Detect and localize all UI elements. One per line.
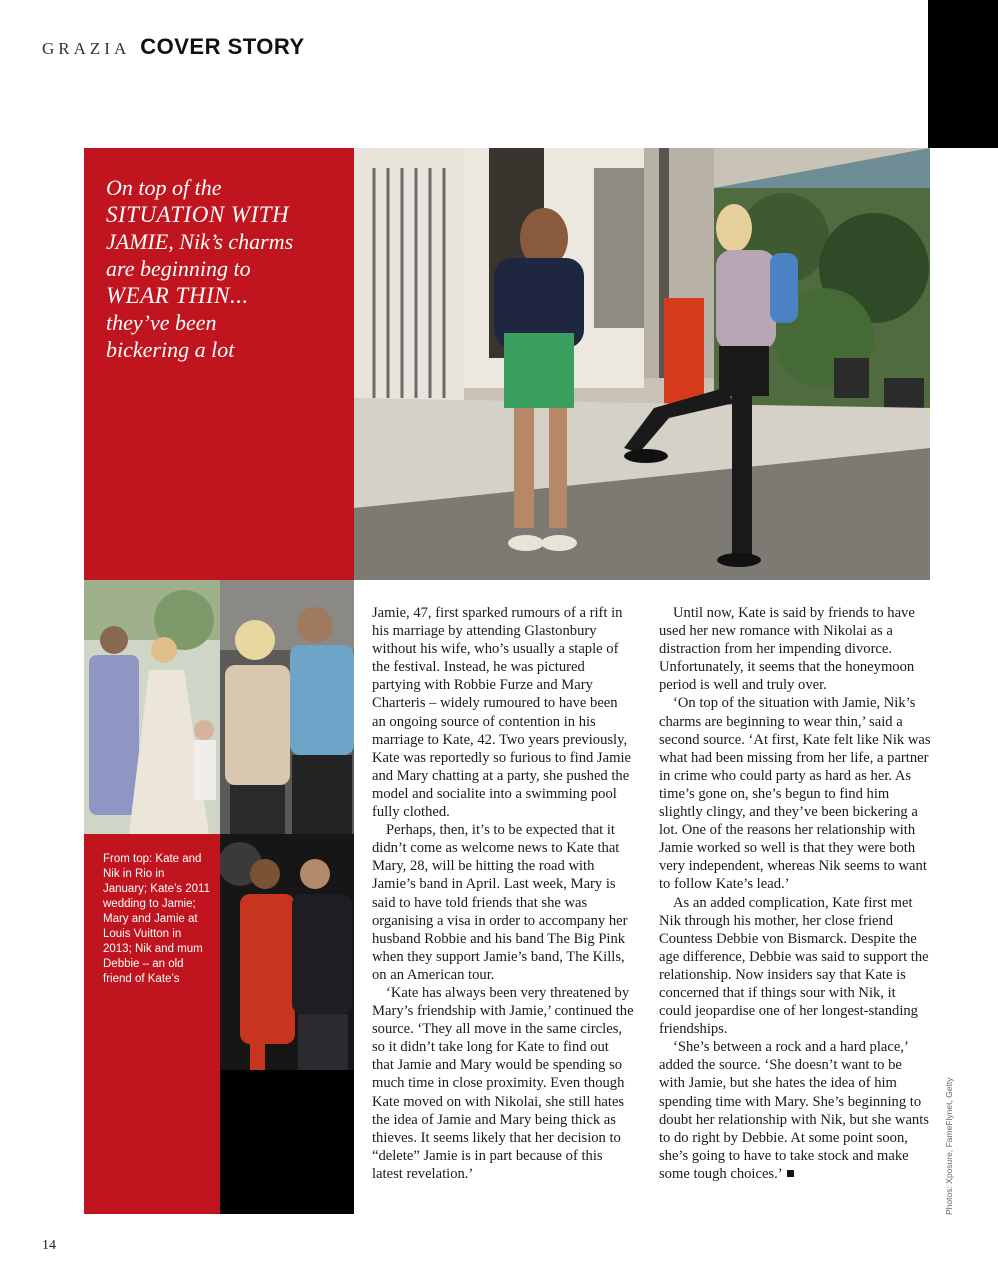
article-paragraph: Perhaps, then, it’s to be expected that it didn’t come as welcome news to Kate that Mary, 28, will be hitting the road with Jamie’s band in April. Last week, Mary is said to have told friends that she was organising a visa in order to accompany her husband Robbie and his band The Big Pink when they support Jamie’s band, The Kills, on an American tour. [372,822,628,983]
photo-wedding [84,580,220,834]
page-number: 14 [42,1238,56,1253]
main-photo-street [354,148,930,580]
end-mark-icon [787,1170,794,1177]
page-header [42,34,305,60]
article-paragraph: ‘She’s between a rock and a hard place,’ added the source. ‘She doesn’t want to be with Jamie, but she hates the idea of him spending time with Mary. She’s beginning to doubt her relationship with Nik, but she wants to do right by Debbie. At some point soon, she’s going to have to take stock and make some tough choices.’ [659,1039,929,1182]
article-paragraph: Until now, Kate is said by friends to have used her new romance with Nikolai as a distraction from her impending divorce. Unfortunately, it seems that the honeymoon period is well and truly over. [659,605,915,694]
article-paragraph: As an added complication, Kate first met Nik through his mother, her close friend Countess Debbie von Bismarck. Despite the age difference, Debbie was said to support the relationship. Now insiders say that Kate is concerned that if things sour with Nik, it could jeopardise one of her longest-standing friendships. [659,894,929,1038]
section-tab-marker [928,0,998,148]
pullquote-line: bickering a lot [106,337,235,362]
pullquote-line: are beginning to [106,256,251,281]
photo-caption: From top: Kate and Nik in Rio in January; Kate’s 2011 wedding to Jamie; Mary and Jamie at Louis Vuitton in 2013; Nik and mum Debbie – an old friend of Kate’s [103,853,210,985]
magazine-brand: GRAZIA [42,39,131,58]
pullquote-line: WEAR THIN... [106,283,249,308]
photo-nik-and-debbie [220,834,354,1070]
photo-credit: Photos: Xposure, FameFlynet, Getty [944,1077,954,1215]
black-filler-block [220,1070,354,1214]
pullquote-line: On top of the [106,175,222,200]
pullquote [106,174,336,363]
photo-louis-vuitton [220,580,354,834]
article-paragraph: Jamie, 47, first sparked rumours of a rift in his marriage by attending Glastonbury without his wife, who’s usually a staple of the festival. Instead, he was pictured partying with Robbie Furze and Mary Charteris – widely rumoured to have been an ongoing source of contention in his marriage to Kate, 42. Two years previously, Kate was reportedly so furious to find Jamie and Mary chatting at a party, she pushed the model and socialite into a swimming pool fully clothed. [372,605,631,821]
pullquote-line: JAMIE, Nik’s charms [106,229,294,254]
pullquote-line: SITUATION WITH [106,202,290,227]
article-column-1 [372,604,634,1183]
section-title: COVER STORY [140,34,305,59]
article-column-2 [659,604,931,1183]
article-paragraph-last [659,1038,931,1183]
pullquote-line: they’ve been [106,310,217,335]
article-paragraph: ‘Kate has always been very threatened by Mary’s friendship with Jamie,’ continued the source. ‘They all move in the same circles, so it didn’t take long for Kate to find out that Jamie and Mary would be spending so much time in close proximity. Even though Kate moved on with Nikolai, she still hates the idea of Jamie and Mary being thick as thieves. It seems likely that her decision to “delete” Jamie is in part because of this latest revelation.’ [372,984,634,1182]
article-paragraph: ‘On top of the situation with Jamie, Nik’s charms are beginning to wear thin,’ said a second source. ‘At first, Kate felt like Nik was what had been missing from her life, a partner in crime who could party as hard as her. As time’s gone on, she’s begun to find him slightly clingy, and they’ve been bickering a lot. One of the reasons her relationship with Jamie worked so well is that they were both very independent, whereas Nik seems to want to follow Kate’s lead.’ [659,695,931,893]
